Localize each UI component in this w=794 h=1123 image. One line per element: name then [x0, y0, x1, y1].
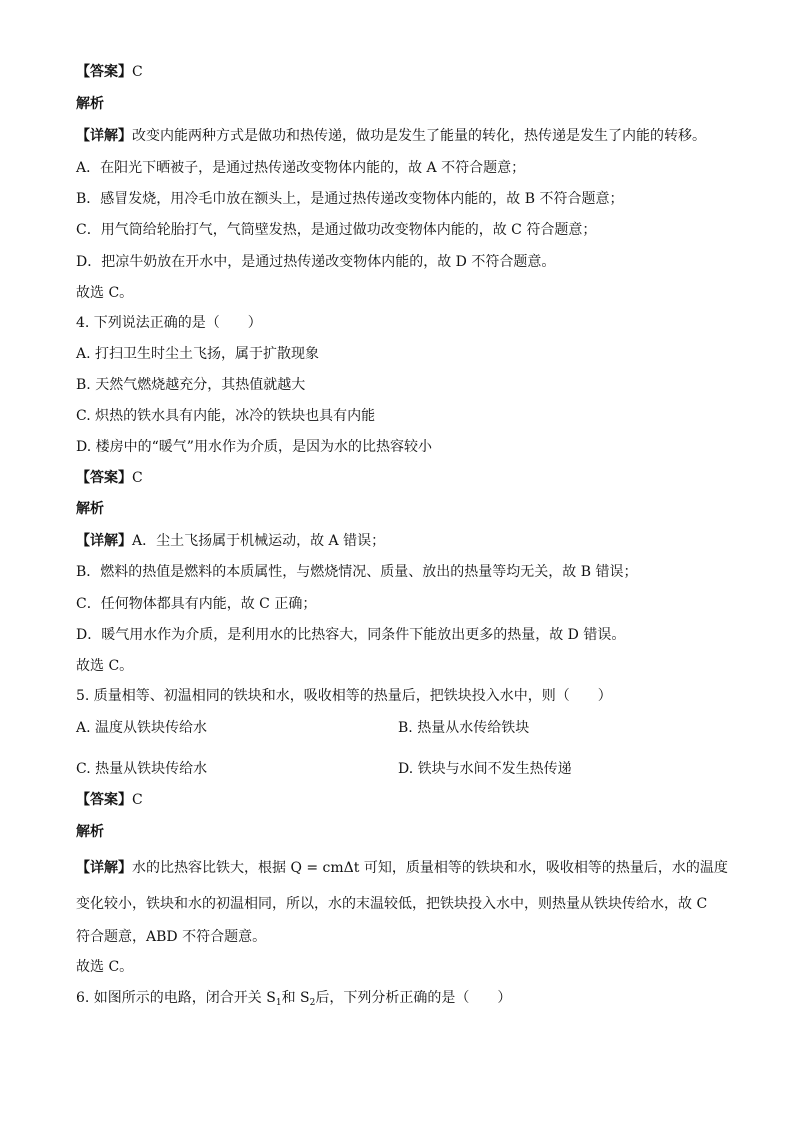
q4-option-d: D. 楼房中的“暖气”用水作为介质，是因为水的比热容较小 — [76, 439, 432, 455]
q5-conclusion: 故选 C。 — [76, 959, 134, 975]
subscript-1: 1 — [275, 998, 282, 1008]
q5-stem: 5. 质量相等、初温相同的铁块和水，吸收相等的热量后，把铁块投入水中，则（ ） — [76, 688, 612, 704]
q5-option-d: D. 铁块与水间不发生热传递 — [398, 761, 572, 777]
detail-label: 【详解】 — [76, 128, 132, 144]
answer-value: C — [132, 792, 143, 808]
detail-text: A．尘土飞扬属于机械运动，故 A 错误； — [132, 533, 386, 549]
q5-analysis-label: 解析 — [76, 824, 104, 840]
q4-analysis-label: 解析 — [76, 501, 104, 517]
q4-line-d: D．暖气用水作为介质，是利用水的比热容大，同条件下能放出更多的热量，故 D 错误。 — [76, 627, 626, 643]
q3-answer — [76, 62, 143, 82]
q5-answer — [76, 790, 143, 810]
detail-text: 水的比热容比铁大，根据 Q = cmΔt 可知，质量相等的铁块和水，吸收相等的热量后，水的温度 — [132, 860, 728, 876]
detail-text: 改变内能两种方式是做功和热传递，做功是发生了能量的转化，热传递是发生了内能的转移。 — [132, 128, 706, 144]
q4-conclusion: 故选 C。 — [76, 658, 134, 674]
q4-option-c: C. 炽热的铁水具有内能，冰冷的铁块也具有内能 — [76, 408, 376, 424]
q3-line-a: A．在阳光下晒被子，是通过热传递改变物体内能的，故 A 不符合题意； — [76, 160, 526, 176]
q4-line-b: B．燃料的热值是燃料的本质属性，与燃烧情况、质量、放出的热量等均无关，故 B 错误； — [76, 564, 638, 580]
q5-detail — [76, 858, 728, 878]
q4-option-a: A. 打扫卫生时尘土飞扬，属于扩散现象 — [76, 346, 320, 362]
q6-stem — [76, 988, 511, 1013]
q5-option-a: A. 温度从铁块传给水 — [76, 720, 208, 736]
subscript-2: 2 — [309, 998, 316, 1008]
q3-line-b: B．感冒发烧，用冷毛巾放在额头上，是通过热传递改变物体内能的，故 B 不符合题意； — [76, 191, 624, 207]
q5-detail-line3: 符合题意，ABD 不符合题意。 — [76, 929, 267, 945]
answer-label: 【答案】 — [76, 792, 132, 808]
answer-label: 【答案】 — [76, 470, 132, 486]
q4-line-c: C．任何物体都具有内能，故 C 正确； — [76, 596, 317, 612]
answer-value: C — [132, 64, 143, 80]
q3-detail — [76, 126, 706, 146]
answer-label: 【答案】 — [76, 64, 132, 80]
detail-label: 【详解】 — [76, 533, 132, 549]
q3-analysis-label: 解析 — [76, 96, 104, 112]
q4-detail — [76, 531, 385, 551]
q5-option-b: B. 热量从水传给铁块 — [398, 720, 530, 736]
q6-stem-part3: 后，下列分析正确的是（ ） — [315, 990, 512, 1006]
q4-option-b: B. 天然气燃烧越充分，其热值就越大 — [76, 377, 306, 393]
answer-value: C — [132, 470, 143, 486]
detail-label: 【详解】 — [76, 860, 132, 876]
q3-conclusion: 故选 C。 — [76, 285, 134, 301]
q6-stem-part2: 和 S — [281, 990, 310, 1006]
q3-line-c: C．用气筒给轮胎打气，气筒壁发热，是通过做功改变物体内能的，故 C 符合题意； — [76, 222, 597, 238]
q4-stem: 4. 下列说法正确的是（ ） — [76, 315, 262, 331]
q4-answer — [76, 468, 143, 488]
q5-option-c: C. 热量从铁块传给水 — [76, 761, 208, 777]
q5-detail-line2: 变化较小，铁块和水的初温相同，所以，水的末温较低，把铁块投入水中，则热量从铁块传给水，故 C — [76, 896, 708, 912]
q3-line-d: D．把凉牛奶放在开水中，是通过热传递改变物体内能的，故 D 不符合题意。 — [76, 254, 556, 270]
q6-stem-part1: 6. 如图所示的电路，闭合开关 S — [76, 990, 276, 1006]
